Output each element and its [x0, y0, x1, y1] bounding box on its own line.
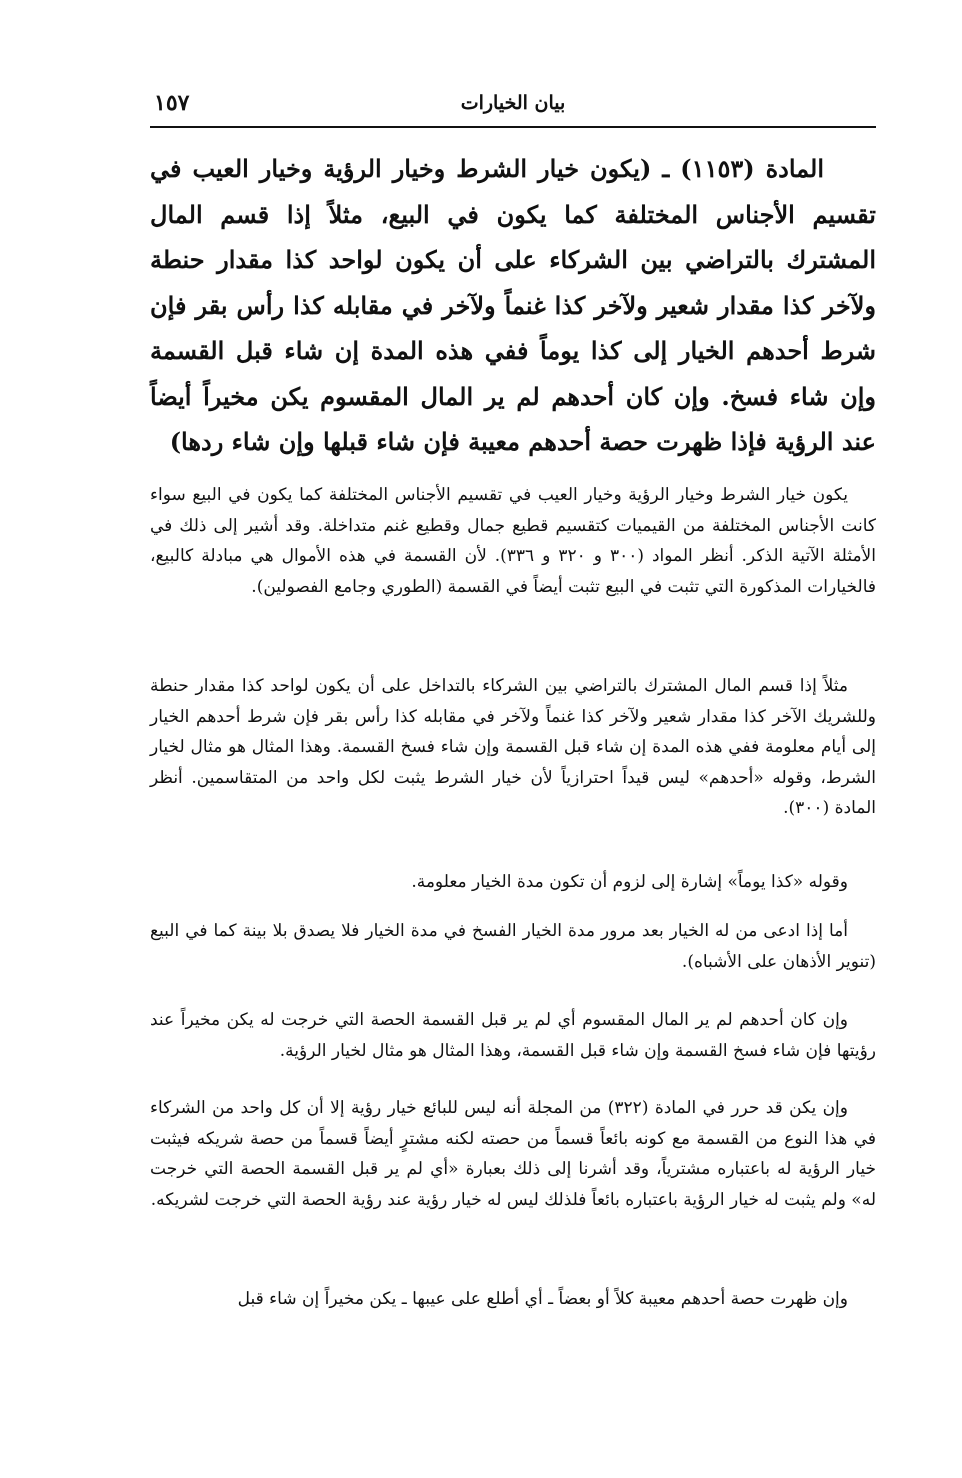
commentary-paragraph: وقوله «كذا يوماً» إشارة إلى لزوم أن تكون مدة الخيار معلومة. — [411, 872, 848, 892]
page-header — [150, 90, 876, 128]
article-text: المادة (١١٥٣) ـ (يكون خيار الشرط وخيار الرؤية وخيار العيب في تقسيم الأجناس المختلفة كما يكون في البيع، مثلاً إذا قسم المال المشترك بالتراضي بين الشركاء على أن يكون لواحد كذا مقدار حنطة ولآخر كذا مقدار شعير ولآخر كذا غنماً ولآخر في مقابله كذا رأس بقر فإن شرط أحدهم الخيار إلى كذا يوماً ففي هذه المدة إن شاء قبل القسمة وإن شاء فسخ. وإن كان أحدهم لم ير المال المقسوم يكن مخيراً أيضاً عند الرؤية فإذا ظهرت حصة أحدهم معيبة فإن شاء قبلها وإن شاء ردها) — [150, 154, 876, 456]
commentary-paragraph: وإن ظهرت حصة أحدهم معيبة كلاً أو بعضاً ـ أي أطلع على عيبها ـ يكن مخيراً إن شاء قبل — [237, 1289, 848, 1309]
commentary-paragraph: يكون خيار الشرط وخيار الرؤية وخيار العيب في تقسيم الأجناس المختلفة كما يكون في البيع سواء كانت الأجناس المختلفة من القيميات كتقسيم قطيع جمال وقطيع غنم متداخلة. وقد أشير إلى ذلك في الأمثلة الآتية الذكر. أنظر المواد (٣٠٠ و ٣٢٠ و ٣٣٦). لأن القسمة في هذه الأموال هي مبادلة كالبيع، فالخيارات المذكورة التي تثبت في البيع تثبت أيضاً في القسمة (الطوري وجامع الفصولين). — [150, 485, 876, 597]
running-title: بيان الخيارات — [460, 92, 566, 114]
page-number: ١٥٧ — [154, 90, 190, 116]
commentary-paragraph: مثلاً إذا قسم المال المشترك بالتراضي بين الشركاء بالتداخل على أن يكون لواحد كذا مقدار حنطة وللشريك الآخر كذا مقدار شعير ولآخر كذا غنماً ولآخر في مقابله كذا رأس بقر فإن شرط أحدهم الخيار إلى أيام معلومة ففي هذه المدة إن شاء قبل القسمة وإن شاء فسخ القسمة. وهذا المثال هو مثال لخيار الشرط، وقوله «أحدهم» ليس قيداً احترازياً لأن خيار الشرط يثبت لكل واحد من المتقاسمين. أنظر المادة (٣٠٠). — [150, 676, 876, 818]
commentary-paragraph: أما إذا ادعى من له الخيار بعد مرور مدة الخيار الفسخ في مدة الخيار فلا يصدق بلا بينة كما في البيع (تنوير الأذهان على الأشباه). — [150, 921, 876, 972]
commentary-paragraph: وإن يكن قد حرر في المادة (٣٢٢) من المجلة أنه ليس للبائع خيار رؤية إلا أن كل واحد من الشركاء في هذا النوع من القسمة مع كونه بائعاً قسماً من حصته لكنه مشترٍ أيضاً قسماً من حصة شريكه فيثبت خيار الرؤية له باعتباره مشترياً، وقد أشرنا إلى ذلك بعبارة «أي لم ير قبل القسمة الحصة التي خرجت له» ولم يثبت له خيار الرؤية باعتباره بائعاً فلذلك ليس له خيار رؤية عند رؤية الحصة التي خرجت لشريكه. — [150, 1098, 876, 1210]
commentary-paragraph: وإن كان أحدهم لم ير المال المقسوم أي لم ير قبل القسمة الحصة التي خرجت له يكن مخيراً عند رؤيتها فإن شاء فسخ القسمة وإن شاء قبل القسمة، وهذا المثال هو مثال لخيار الرؤية. — [150, 1010, 876, 1061]
